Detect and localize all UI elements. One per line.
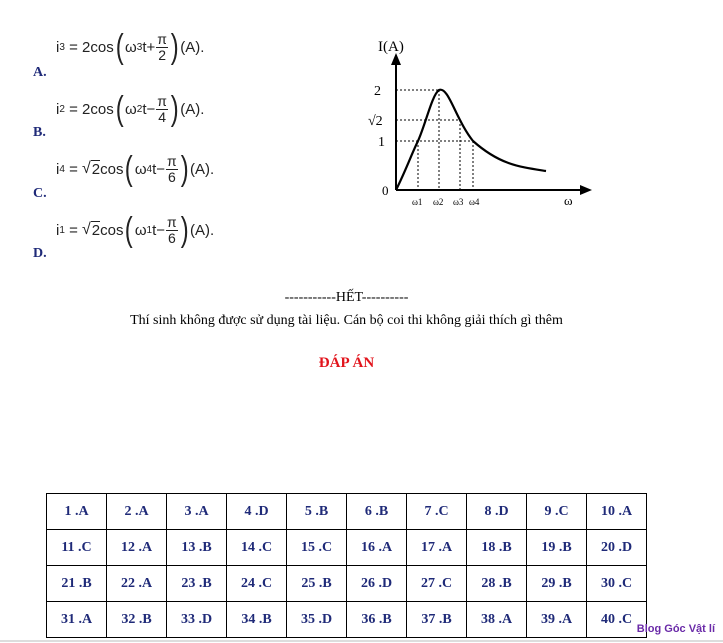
answer-cell: 17 .A [407,530,467,566]
option-letter: B. [33,125,46,140]
answer-cell: 11 .C [47,530,107,566]
answer-cell: 27 .C [407,566,467,602]
divider [0,640,723,642]
answer-cell: 4 .D [227,494,287,530]
answer-cell: 39 .A [527,602,587,638]
answer-cell: 8 .D [467,494,527,530]
answer-cell: 12 .A [107,530,167,566]
answer-cell: 20 .D [587,530,647,566]
option-letter: D. [33,246,47,261]
x-tick: ω2 [433,197,444,207]
answer-cell: 40 .C [587,602,647,638]
answer-cell: 6 .B [347,494,407,530]
answer-cell: 21 .B [47,566,107,602]
x-axis-arrow [580,185,592,195]
answer-cell: 22 .A [107,566,167,602]
answer-cell: 31 .A [47,602,107,638]
watermark-logo: Blog Góc Vật lí [636,623,715,635]
answer-cell: 1 .A [47,494,107,530]
table-row [47,530,647,566]
answer-cell: 9 .C [527,494,587,530]
answer-cell: 26 .D [347,566,407,602]
answer-cell: 37 .B [407,602,467,638]
answer-cell: 35 .D [287,602,347,638]
answer-cell: 24 .C [227,566,287,602]
x-tick: ω4 [469,197,480,207]
table-row [47,566,647,602]
answer-cell: 33 .D [167,602,227,638]
origin-label: 0 [382,183,389,198]
answer-key-title: ĐÁP ÁN [318,355,375,371]
answer-table [46,493,647,638]
answer-cell: 38 .A [467,602,527,638]
y-tick: 1 [378,135,385,150]
x-tick: ω1 [412,197,423,207]
guide-lines [396,90,473,190]
table-row [47,494,647,530]
answer-cell: 19 .B [527,530,587,566]
answer-cell: 29 .B [527,566,587,602]
answer-cell: 16 .A [347,530,407,566]
answer-cell: 34 .B [227,602,287,638]
answer-cell: 3 .A [167,494,227,530]
formula-c: i 4 = √ 2 cos ( ω 4 t − $\frac{\pi}{6}$ ) (A). [56,150,215,188]
option-letter: C. [33,186,47,201]
answer-cell: 28 .B [467,566,527,602]
answer-cell: 5 .B [287,494,347,530]
x-axis-label: ω [564,193,573,208]
answer-cell: 32 .B [107,602,167,638]
answer-cell: 15 .C [287,530,347,566]
answer-cell: 14 .C [227,530,287,566]
answer-cell: 25 .B [287,566,347,602]
exam-note: Thí sinh không được sử dụng tài liệu. Cán bộ coi thi không giải thích gì thêm [130,313,563,328]
answer-cell: 30 .C [587,566,647,602]
resonance-graph [360,35,600,215]
table-row [47,602,647,638]
answer-cell: 7 .C [407,494,467,530]
answer-cell: 10 .A [587,494,647,530]
y-tick: 2 [374,84,381,99]
formula-b: i 2 = 2 cos ( ω 2 t − $\frac{\pi}{4}$ ) (A). [56,90,205,128]
answer-cell: 18 .B [467,530,527,566]
y-axis-label: I(A) [378,39,404,55]
answer-cell: 13 .B [167,530,227,566]
y-tick: √2 [368,114,383,129]
answer-cell: 23 .B [167,566,227,602]
formula-a: i 3 = 2 cos ( ω 3 t + $\frac{\pi}{2}$ ) (A). [56,28,205,66]
x-tick: ω3 [453,197,464,207]
answer-cell: 2 .A [107,494,167,530]
end-marker: -----------HẾT---------- [284,290,409,305]
answer-cell: 36 .B [347,602,407,638]
formula-d: i 1 = √ 2 cos ( ω 1 t − $\frac{\pi}{6}$ ) (A). [56,211,215,249]
option-letter: A. [33,65,47,80]
